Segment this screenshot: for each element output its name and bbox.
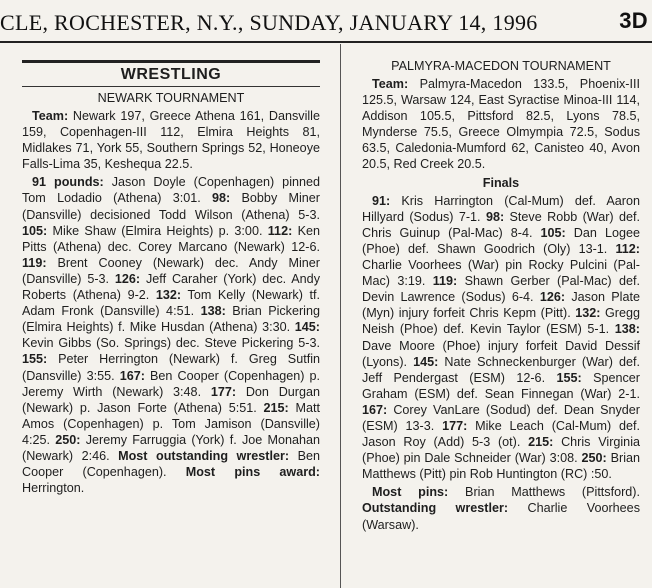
bout-result: Dave Moore (Phoe) injury forfeit David Dessif (Lyons). bbox=[362, 338, 640, 369]
bout-result: Peter Herrington (Newark) f. Greg Sutfin (Dansville) 3:55. bbox=[22, 352, 320, 383]
weight-class-label: 112: bbox=[267, 223, 293, 238]
column-divider bbox=[340, 44, 341, 588]
bout-result: Ben Cooper (Copenhagen). bbox=[22, 448, 320, 480]
bout-result: Corey VanLare (Sodud) def. Dean Snyder (ESM) 13-3. bbox=[362, 402, 640, 433]
team-standings-text: Newark 197, Greece Athena 161, Dansville 159, Copenhagen-III 112, Elmira Heights 81, Midlakes 71, York 55, Southern Springs 52, Honeoye Falls-Lima 35, Keshequa 22.5. bbox=[22, 109, 320, 172]
team-standings bbox=[362, 76, 640, 173]
team-label: Team: bbox=[32, 109, 69, 123]
weight-class-label: 98: bbox=[212, 191, 231, 206]
weight-class-label: 112: bbox=[615, 241, 640, 256]
outstanding-text: Charlie Voorhees (Warsaw). bbox=[362, 501, 640, 532]
weight-class-label: Most pins award: bbox=[185, 465, 320, 480]
bout-result: Chris Virginia (Phoe) pin Dale Schneider (War) 3:08. bbox=[362, 435, 640, 466]
weight-class-label: 155: bbox=[22, 352, 48, 367]
masthead-dateline: CLE, ROCHESTER, N.Y., SUNDAY, JANUARY 14, 1996 bbox=[0, 10, 538, 35]
weight-class-label: 98: bbox=[485, 209, 505, 224]
bout-result: Herrington. bbox=[22, 481, 85, 496]
most-pins-text: Brian Matthews (Pittsford). bbox=[448, 485, 641, 500]
bout-result: Jason Doyle (Copenhagen) pinned Tom Lodadio (Athena) 3:01. bbox=[22, 175, 321, 206]
bout-result: Jeff Caraher (York) dec. Andy Roberts (Athena) 9-2. bbox=[22, 271, 320, 303]
weight-class-label: 119: bbox=[22, 255, 47, 270]
bout-result: Matt Amos (Copenhagen) p. Tom Jamison (Dansville) 4:25. bbox=[22, 400, 320, 447]
weight-class-label: 132: bbox=[155, 288, 182, 303]
weight-class-label: 138: bbox=[200, 304, 226, 319]
weight-class-label: 215: bbox=[528, 435, 554, 450]
weight-class-label: 145: bbox=[413, 354, 439, 369]
weight-class-label: 126: bbox=[539, 290, 566, 305]
weight-class-label: 167: bbox=[362, 402, 388, 417]
weight-class-label: 105: bbox=[540, 225, 566, 240]
weight-class-label: 177: bbox=[210, 384, 237, 399]
bout-result: Brian Matthews (Pitt) pin Rob Huntington (RC) :50. bbox=[362, 451, 640, 482]
results-paragraph bbox=[362, 193, 640, 483]
bout-result: Ben Cooper (Copenhagen) p. Jeremy Wirth (Newark) 3:48. bbox=[22, 368, 321, 399]
bout-result: Kevin Gibbs (So. Springs) dec. Steve Pickering 5-3. bbox=[22, 336, 320, 351]
page-number: 3D bbox=[619, 8, 648, 33]
bout-result: Don Durgan (Newark) p. Jason Forte (Athena) 5:51. bbox=[22, 384, 321, 415]
tournament-heading: NEWARK TOURNAMENT bbox=[97, 91, 245, 105]
weight-class-label: 215: bbox=[263, 400, 289, 415]
bout-result: Nate Schneckenburger (War) def. Jeff Pendergast (ESM) 12-6. bbox=[362, 354, 640, 385]
left-column bbox=[22, 60, 320, 498]
weight-class-label: 155: bbox=[556, 370, 582, 385]
bout-result: Mike Shaw (Elmira Heights) p. 3:00. bbox=[47, 223, 268, 238]
awards-paragraph bbox=[362, 484, 640, 532]
outstanding-label: Outstanding wrestler: bbox=[362, 501, 509, 516]
masthead-rule bbox=[0, 41, 652, 43]
bout-result: Jeremy Farruggia (York) f. Joe Monahan (Newark) 2:46. bbox=[22, 432, 320, 463]
team-label: Team: bbox=[372, 77, 409, 91]
weight-class-label: Most outstanding wrestler: bbox=[118, 448, 290, 463]
bout-result: Bobby Miner (Dansville) decisioned Todd Wilson (Athena) 5-3. bbox=[22, 191, 321, 222]
bout-result: Brian Pickering (Elmira Heights) f. Mike Husdan (Athena) 3:30. bbox=[22, 304, 320, 335]
most-pins-label: Most pins: bbox=[372, 485, 449, 500]
newspaper-masthead bbox=[0, 8, 652, 38]
team-standings-text: Palmyra-Macedon 133.5, Phoenix-III 125.5, Warsaw 124, East Syractise Minoa-III 114, Addison 105.5, Pittsford 82.5, Lyons 78.5, Mynderse 75.5, Greece Olmympia 72.5, Sodus 63.5, Caledonia-Mumford 62, Canisteo 40, Avon 20.5, Red Creek 20.5. bbox=[362, 77, 640, 172]
bout-result: Tom Kelly (Newark) tf. Adam Fronk (Dansville) 4:51. bbox=[22, 288, 320, 319]
weight-class-label: 126: bbox=[114, 271, 141, 286]
weight-class-label: 119: bbox=[432, 274, 458, 289]
weight-class-label: 91 pounds: bbox=[32, 175, 104, 190]
section-title-rule bbox=[22, 86, 320, 87]
weight-class-label: 132: bbox=[575, 306, 601, 321]
weight-class-label: 91: bbox=[372, 193, 391, 208]
bout-result: Charlie Voorhees (War) pin Rocky Pulcini (Pal-Mac) 3:19. bbox=[362, 258, 640, 289]
bout-result: Jason Plate (Myn) injury forfeit Chris Kepm (Pitt). bbox=[362, 290, 640, 321]
weight-class-label: 250: bbox=[55, 432, 81, 447]
weight-class-label: 105: bbox=[22, 223, 48, 238]
team-standings bbox=[22, 108, 320, 172]
bout-result: Kris Harrington (Cal-Mum) def. Aaron Hillyard (Sodus) 7-1. bbox=[362, 193, 640, 224]
bout-result: Dan Logee (Phoe) def. Shawn Goodrich (Oly) 13-1. bbox=[362, 225, 640, 256]
weight-class-label: 250: bbox=[581, 451, 607, 466]
weight-class-label: 167: bbox=[119, 368, 145, 383]
right-column bbox=[362, 58, 640, 535]
bout-result: Ken Pitts (Athena) dec. Corey Marcano (Newark) 12-6. bbox=[22, 223, 320, 254]
bout-result: Gregg Neish (Phoe) def. Kevin Taylor (ESM) 5-1. bbox=[362, 306, 640, 337]
section-title: WRESTLING bbox=[120, 66, 222, 83]
weight-class-label: 138: bbox=[614, 322, 640, 337]
tournament-heading: PALMYRA-MACEDON TOURNAMENT bbox=[391, 59, 611, 73]
section-top-rule bbox=[22, 60, 320, 63]
bout-result: Spencer Graham (ESM) def. Sean Finnegan (War) 2-1. bbox=[362, 370, 640, 401]
bout-result: Shawn Gerber (Pal-Mac) def. Devin Lawrence (Sodus) 6-4. bbox=[362, 274, 640, 305]
bout-result: Mike Leach (Cal-Mum) def. Jason Roy (Add) 5-3 (ot). bbox=[362, 418, 640, 450]
results-paragraph bbox=[22, 174, 320, 496]
weight-class-label: 145: bbox=[294, 320, 320, 335]
bout-result: Brent Cooney (Newark) dec. Andy Miner (Dansville) 5-3. bbox=[22, 255, 320, 286]
finals-heading: Finals bbox=[482, 175, 520, 190]
bout-result: Steve Robb (War) def. Chris Guinup (Pal-Mac) 8-4. bbox=[362, 209, 640, 240]
weight-class-label: 177: bbox=[442, 418, 468, 433]
